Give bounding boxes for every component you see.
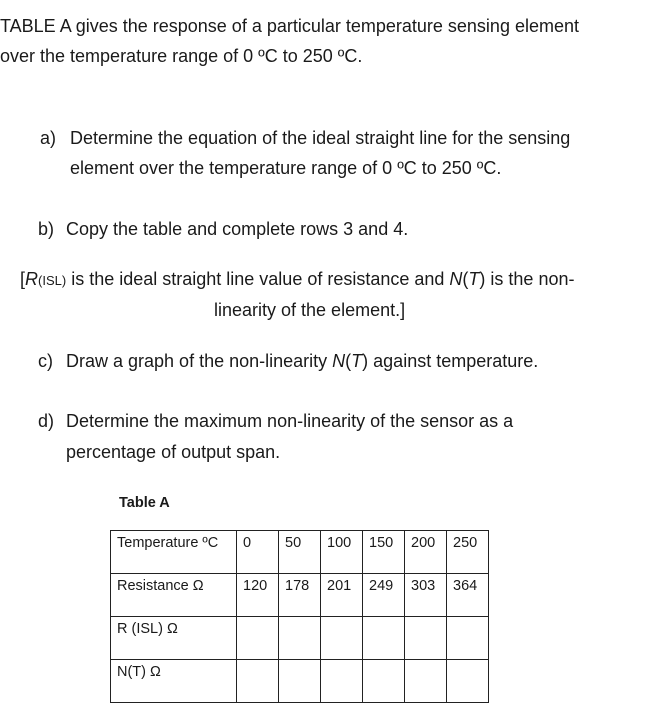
- row-header: N(T) Ω: [111, 660, 237, 703]
- table-cell: [405, 617, 447, 660]
- n-symbol: N: [332, 351, 346, 371]
- table-cell: 303: [405, 574, 447, 617]
- intro-line-1: TABLE A gives the response of a particular temperature sensing element: [0, 16, 579, 36]
- table-cell: 0: [237, 531, 279, 574]
- table-row: [111, 660, 489, 703]
- table-cell: 250: [447, 531, 489, 574]
- table-cell: [321, 617, 363, 660]
- table-cell: [279, 660, 321, 703]
- table-row: [111, 574, 489, 617]
- table-cell: 50: [279, 531, 321, 574]
- question-b-label: b): [38, 219, 55, 239]
- table-cell: 364: [447, 574, 489, 617]
- note-text: is the ideal straight line value of resistance and: [66, 269, 450, 289]
- question-d-line-2: percentage of output span.: [66, 442, 281, 462]
- r-symbol: R: [25, 269, 39, 289]
- question-c-line-1: Draw a graph of the non-linearity N(T) against temperature.: [66, 351, 539, 371]
- table-cell: [363, 660, 405, 703]
- question-c-label: c): [38, 351, 53, 371]
- table-cell: 201: [321, 574, 363, 617]
- table-row: [111, 617, 489, 660]
- table-cell: [447, 617, 489, 660]
- intro-line-2: over the temperature range of 0 ºC to 250 ºC.: [0, 46, 363, 66]
- definition-note-line-1: [R(ISL) is the ideal straight line value of resistance and N(T) is the non-: [20, 269, 575, 289]
- table-cell: 249: [363, 574, 405, 617]
- table-cell: [237, 617, 279, 660]
- row-header: Temperature ºC: [111, 531, 237, 574]
- question-b-line-1: Copy the table and complete rows 3 and 4.: [66, 219, 409, 239]
- note-text-end: is the non-: [485, 269, 575, 289]
- question-c-text-end: against temperature.: [368, 351, 539, 371]
- table-cell: [279, 617, 321, 660]
- isl-subscript: (ISL): [38, 273, 67, 288]
- row-header: R (ISL) Ω: [111, 617, 237, 660]
- question-a-line-2: element over the temperature range of 0 ºC to 250 ºC.: [70, 158, 502, 178]
- table-cell: [447, 660, 489, 703]
- table-cell: 120: [237, 574, 279, 617]
- question-c-text: Draw a graph of the non-linearity: [66, 351, 333, 371]
- table-cell: [405, 660, 447, 703]
- response-table: [110, 530, 489, 703]
- table-row: [111, 531, 489, 574]
- table-cell: [237, 660, 279, 703]
- definition-note-line-2: linearity of the element.]: [214, 300, 406, 320]
- question-d-line-1: Determine the maximum non-linearity of the sensor as a: [66, 411, 514, 431]
- question-a-line-1: Determine the equation of the ideal straight line for the sensing: [70, 128, 571, 148]
- table-cell: 178: [279, 574, 321, 617]
- table-cell: 150: [363, 531, 405, 574]
- t-symbol: T: [351, 351, 363, 371]
- question-a-label: a): [40, 128, 57, 148]
- table-caption: Table A: [119, 495, 170, 511]
- table-cell: [363, 617, 405, 660]
- row-header: Resistance Ω: [111, 574, 237, 617]
- table-cell: 200: [405, 531, 447, 574]
- question-d-label: d): [38, 411, 55, 431]
- table-cell: 100: [321, 531, 363, 574]
- table-cell: [321, 660, 363, 703]
- t-symbol: T: [468, 269, 480, 289]
- n-symbol: N: [449, 269, 463, 289]
